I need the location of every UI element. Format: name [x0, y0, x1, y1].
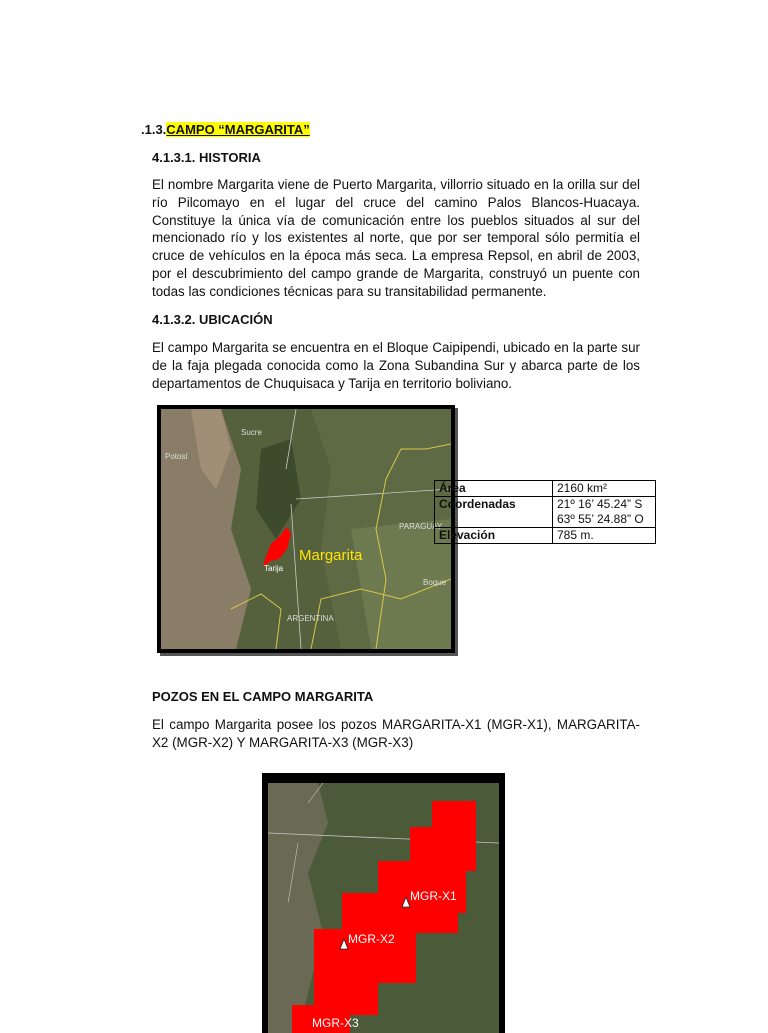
table-key: Elevación: [435, 528, 553, 544]
table-value: 785 m.: [553, 528, 656, 544]
ubicacion-paragraph: El campo Margarita se encuentra en el Bloque Caipipendi, ubicado en la parte sur de la faja plegada conocida como la Zona Subandina Sur y abarca parte de los departamentos de Chuquisaca y Tarija en territorio boliviano.: [152, 340, 640, 391]
wells-map: [262, 773, 505, 1033]
section-number: .1.3.: [141, 122, 167, 137]
map-label-argentina: ARGENTINA: [287, 614, 334, 623]
map-label-sucre: Sucre: [241, 428, 262, 437]
historia-paragraph: El nombre Margarita viene de Puerto Margarita, villorrio situado en la orilla sur del río Pilcomayo en el lugar del cruce del camino Palos Blancos-Huacaya. Constituye la única vía de comunicación entre los pueblos situados al sur del mencionado río y los existentes al norte, que por ser temporal sólo permitía el cruce de vehículos en la época más seca. La empresa Repsol, en abril de 2003, por el descubrimiento del campo grande de Margarita, construyó un puente con todas las condiciones técnicas para su transitabilidad permanente.: [152, 177, 640, 299]
well-label-x3: MGR-X3: [312, 1016, 359, 1030]
field-info-table: [434, 480, 656, 544]
location-map-image: [161, 409, 451, 649]
location-map: [157, 405, 455, 653]
table-key: Coordenadas: [435, 497, 553, 528]
section-heading: [141, 122, 310, 137]
well-label-x1: MGR-X1: [410, 889, 457, 903]
historia-heading: 4.1.3.1. HISTORIA: [152, 150, 261, 165]
table-row: [435, 481, 656, 497]
table-value: 2160 km²: [553, 481, 656, 497]
well-label-x2: MGR-X2: [348, 932, 395, 946]
table-key: Área: [435, 481, 553, 497]
latitude-value: 21º 16’ 45.24” S: [557, 497, 643, 511]
wells-map-image: [268, 783, 499, 1033]
map-label-tarija: Tarija: [264, 564, 284, 573]
section-title: CAMPO “MARGARITA”: [166, 122, 310, 137]
map-label-boque: Boque: [423, 578, 447, 587]
table-value: [553, 497, 656, 528]
table-row: [435, 497, 656, 528]
ubicacion-heading: 4.1.3.2. UBICACIÓN: [152, 312, 273, 327]
map-label-potosi: Potosí: [165, 452, 188, 461]
longitude-value: 63º 55’ 24.88” O: [557, 512, 644, 526]
table-row: [435, 528, 656, 544]
pozos-heading: POZOS EN EL CAMPO MARGARITA: [152, 689, 374, 704]
pozos-paragraph: El campo Margarita posee los pozos MARGARITA-X1 (MGR-X1), MARGARITA-X2 (MGR-X2) Y MARGARITA-X3 (MGR-X3): [152, 717, 640, 750]
map-label-margarita: Margarita: [299, 547, 363, 564]
map-label-paraguay: PARAGUAY: [399, 522, 443, 531]
